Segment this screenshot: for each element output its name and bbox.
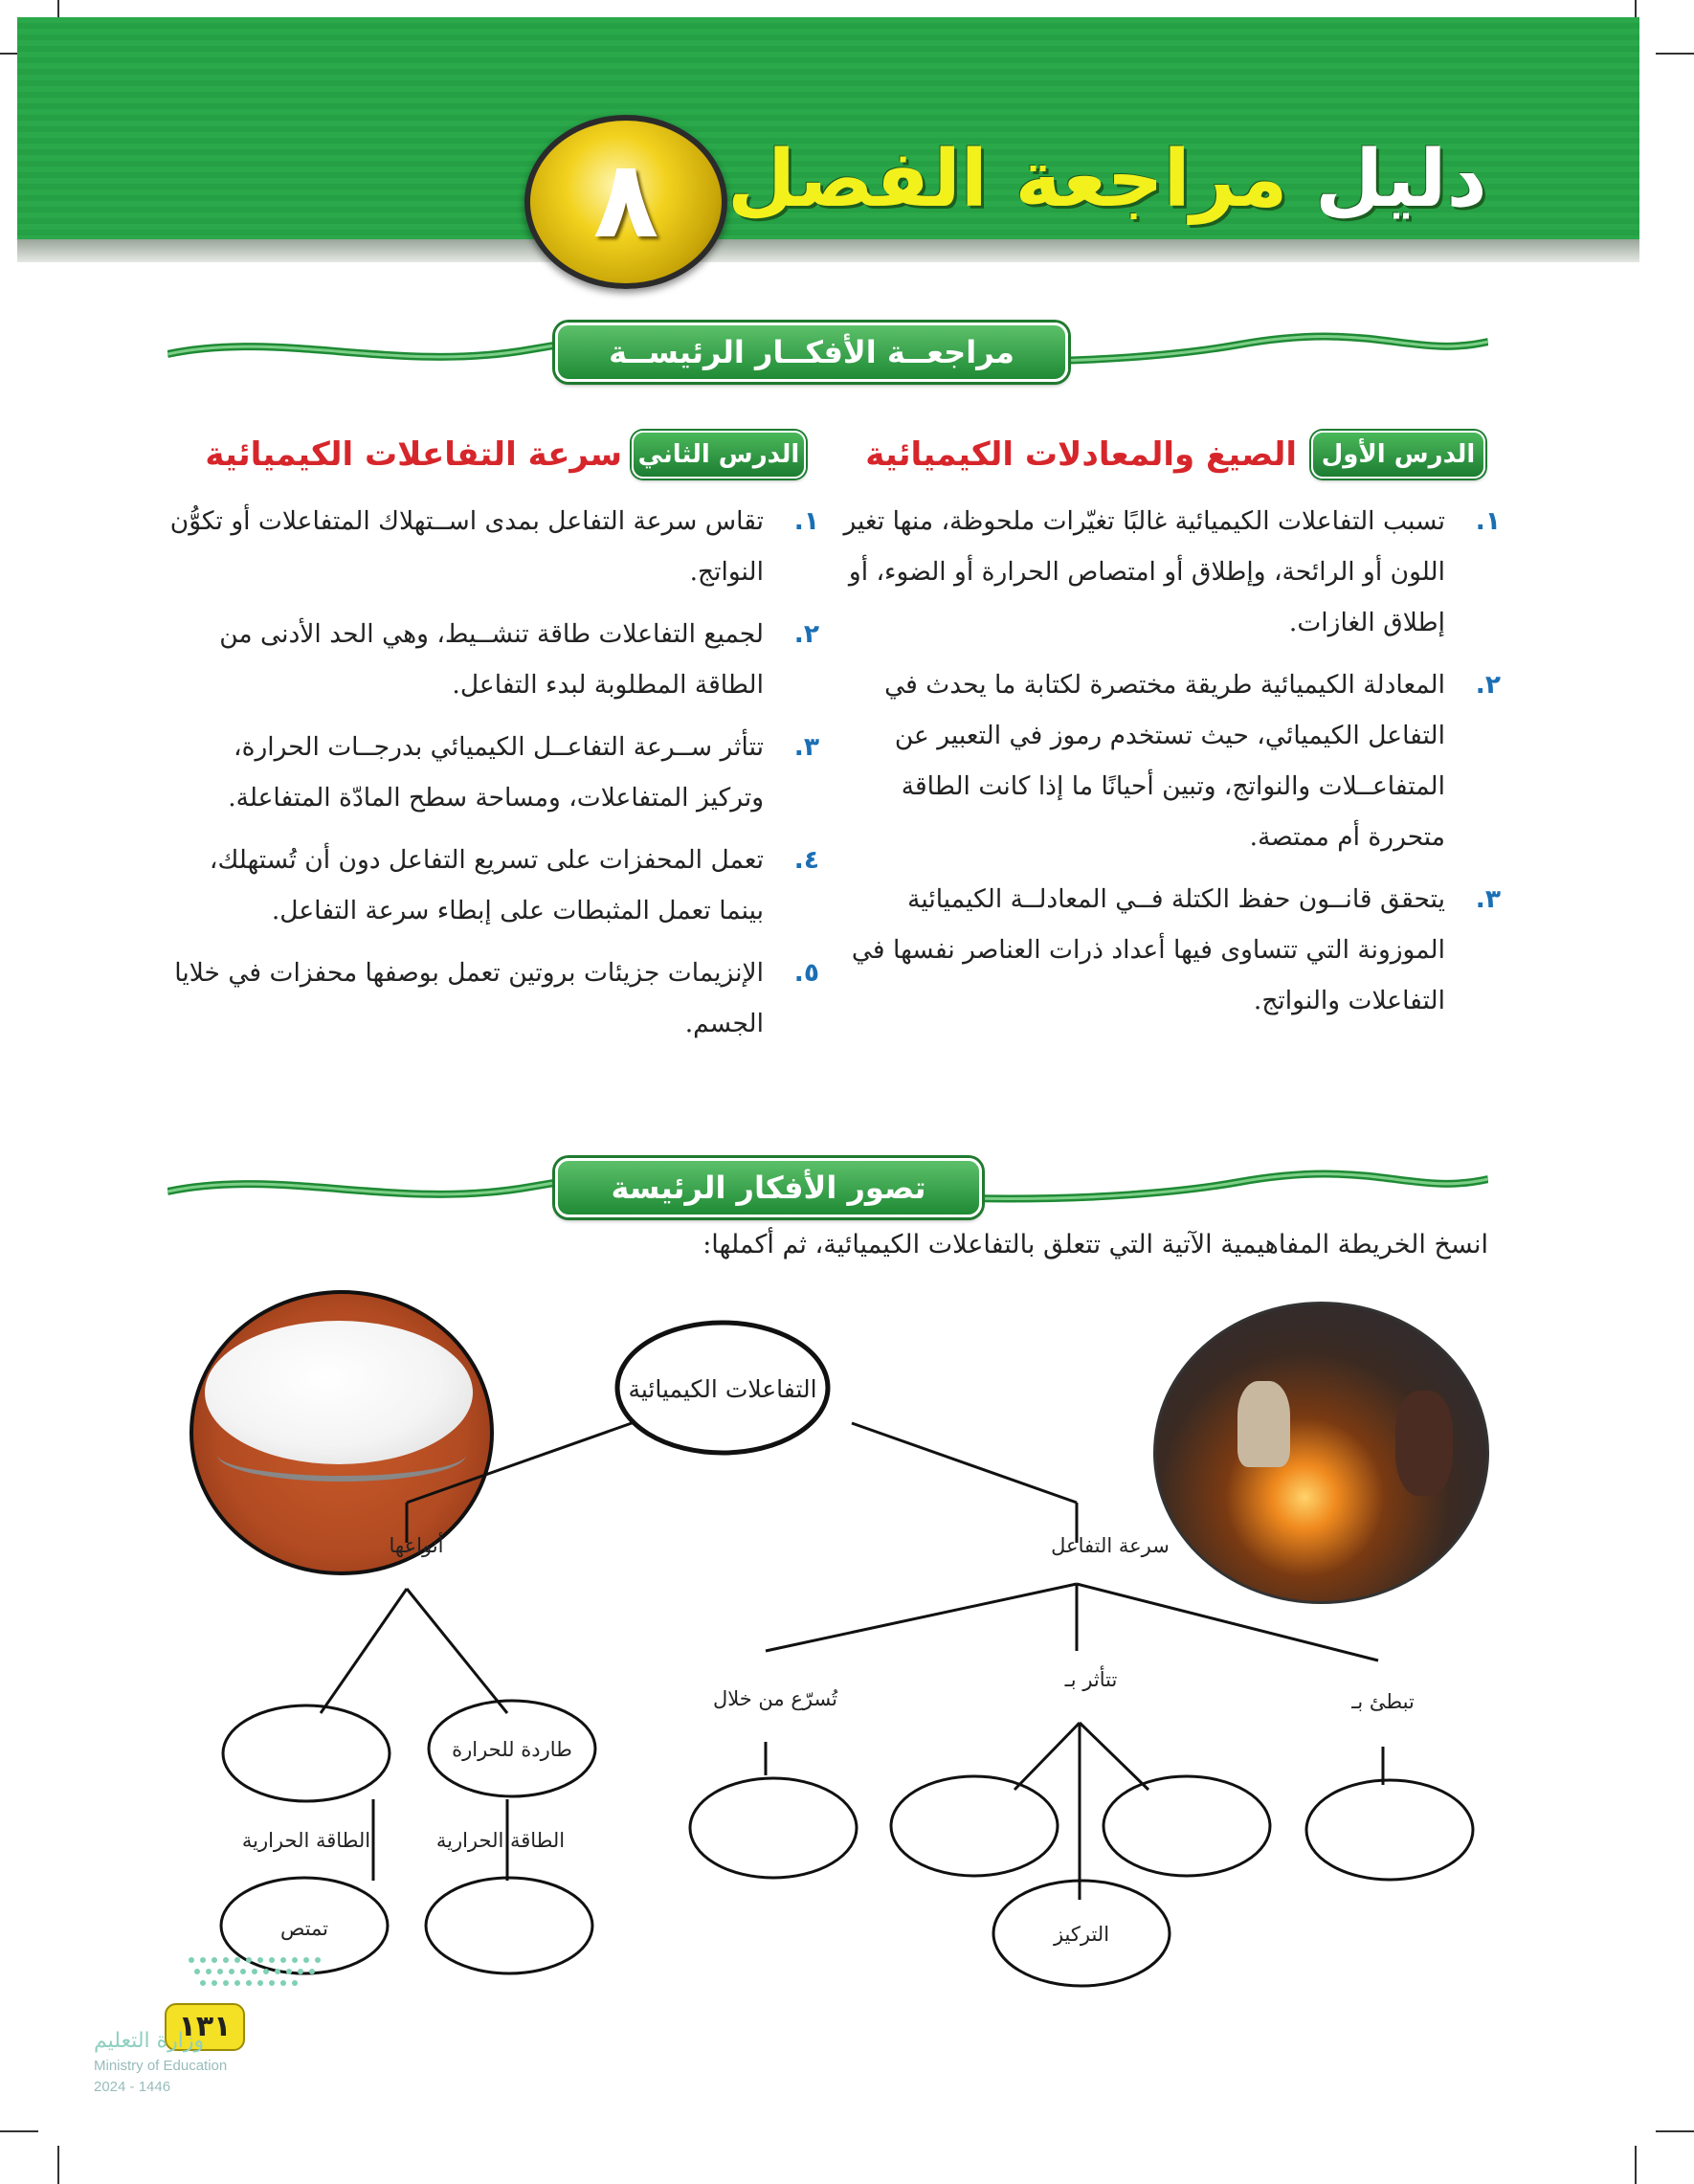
visualize-ribbon: تصور الأفكار الرئيسة [555,1158,982,1217]
item-text: المعادلة الكيميائية طريقة مختصرة لكتابة ما يحدث في التفاعل الكيميائي، حيث تستخدم رموز في التعبير عن المتفاعــلات والنواتج، وتبين أحيانًا ما إذا كانت الطاقة متحررة أم ممتصة. [884,670,1445,852]
lesson1-tag: الدرس الأول [1311,431,1485,479]
exothermic-label: طاردة للحرارة [452,1738,572,1761]
title-main: مراجعة الفصل [727,134,1288,225]
lesson2-tag: الدرس الثاني [632,431,806,479]
chapter-number: ٨ [592,138,659,262]
sped-by-label: تُسرّع من خلال [712,1687,838,1710]
item-number: ١. [1475,506,1501,536]
connector-line [407,1589,507,1713]
item-text: تقاس سرعة التفاعل بمدى اســتهلاك المتفاعلات أو تكوُّن النواتج. [169,506,764,587]
ministry-year: 2024 - 1446 [94,2079,171,2095]
thermal-energy-label: الطاقة الحرارية [241,1829,371,1852]
item-text: يتحقق قانــون حفظ الكتلة فــي المعادلــة الكيميائية الموزونة التي تتساوى فيها أعداد ذرات العناصر نفسها في التفاعلات والنواتج. [851,884,1445,1015]
connector-line [852,1423,1077,1503]
empty-node [223,1705,390,1801]
slowed-by-label: تبطئ بـ [1351,1690,1415,1713]
affected-by-label: تتأثر بـ [1064,1668,1118,1691]
item-number: ٢. [1475,670,1501,700]
empty-node [690,1778,857,1878]
title-prefix: دليل [1315,134,1487,225]
item-text: تعمل المحفزات على تسريع التفاعل دون أن تُستهلك، بينما تعمل المثبطات على إبطاء سرعة التفاعل. [209,845,764,925]
lesson2-title: سرعة التفاعلات الكيميائية [205,435,622,474]
item-number: ٣. [793,732,819,762]
item-text: تتأثر ســرعة التفاعــل الكيميائي بدرجــات الحرارة، وتركيز المتفاعلات، ومساحة سطح المادّة المتفاعلة. [228,732,764,813]
main-ideas-ribbon: مراجعــة الأفكــار الرئيســة [555,323,1068,382]
absorbs-label: تمتص [279,1917,329,1940]
item-number: ٢. [793,619,819,649]
connector-line [1077,1584,1378,1660]
root-label: التفاعلات الكيميائية [628,1375,817,1403]
concentration-label: التركيز [1053,1923,1110,1946]
concept-map-instructions: انسخ الخريطة المفاهيمية الآتية التي تتعلق بالتفاعلات الكيميائية، ثم أكملها: [702,1230,1488,1259]
ministry-name: Ministry of Education [94,2058,228,2074]
rate-label: سرعة التفاعل [1051,1534,1170,1557]
empty-node [426,1878,592,1973]
item-text: لجميع التفاعلات طاقة تنشــيط، وهي الحد الأدنى من الطاقة المطلوبة لبدء التفاعل. [219,619,764,700]
lesson1-title: الصيغ والمعادلات الكيميائية [865,435,1297,474]
thermal-energy-label: الطاقة الحرارية [435,1829,566,1852]
ministry-logo-dots [182,1950,345,2008]
connector-line [321,1589,407,1713]
empty-node [1103,1776,1270,1876]
connector-line [1014,1723,1080,1790]
page-number: ١٣١ [165,2003,245,2051]
item-number: ٣. [1475,884,1501,914]
item-text: تسبب التفاعلات الكيميائية غالبًا تغيّرات ملحوظة، منها تغير اللون أو الرائحة، وإطلاق أو امتصاص الحرارة أو الضوء، أو إطلاق الغازات. [843,506,1445,637]
connector-line [1080,1723,1148,1790]
ministry-name-ar: وزارة التعليم [94,2029,205,2053]
item-number: ٥. [793,958,819,988]
item-number: ١. [793,506,819,536]
empty-node [1306,1780,1473,1880]
types-label: أنواعها [389,1534,444,1557]
connector-line [766,1584,1077,1651]
item-number: ٤. [793,845,819,875]
empty-node [891,1776,1058,1876]
item-text: الإنزيمات جزيئات بروتين تعمل بوصفها محفزات في خلايا الجسم. [174,958,764,1038]
connector-line [407,1423,632,1503]
